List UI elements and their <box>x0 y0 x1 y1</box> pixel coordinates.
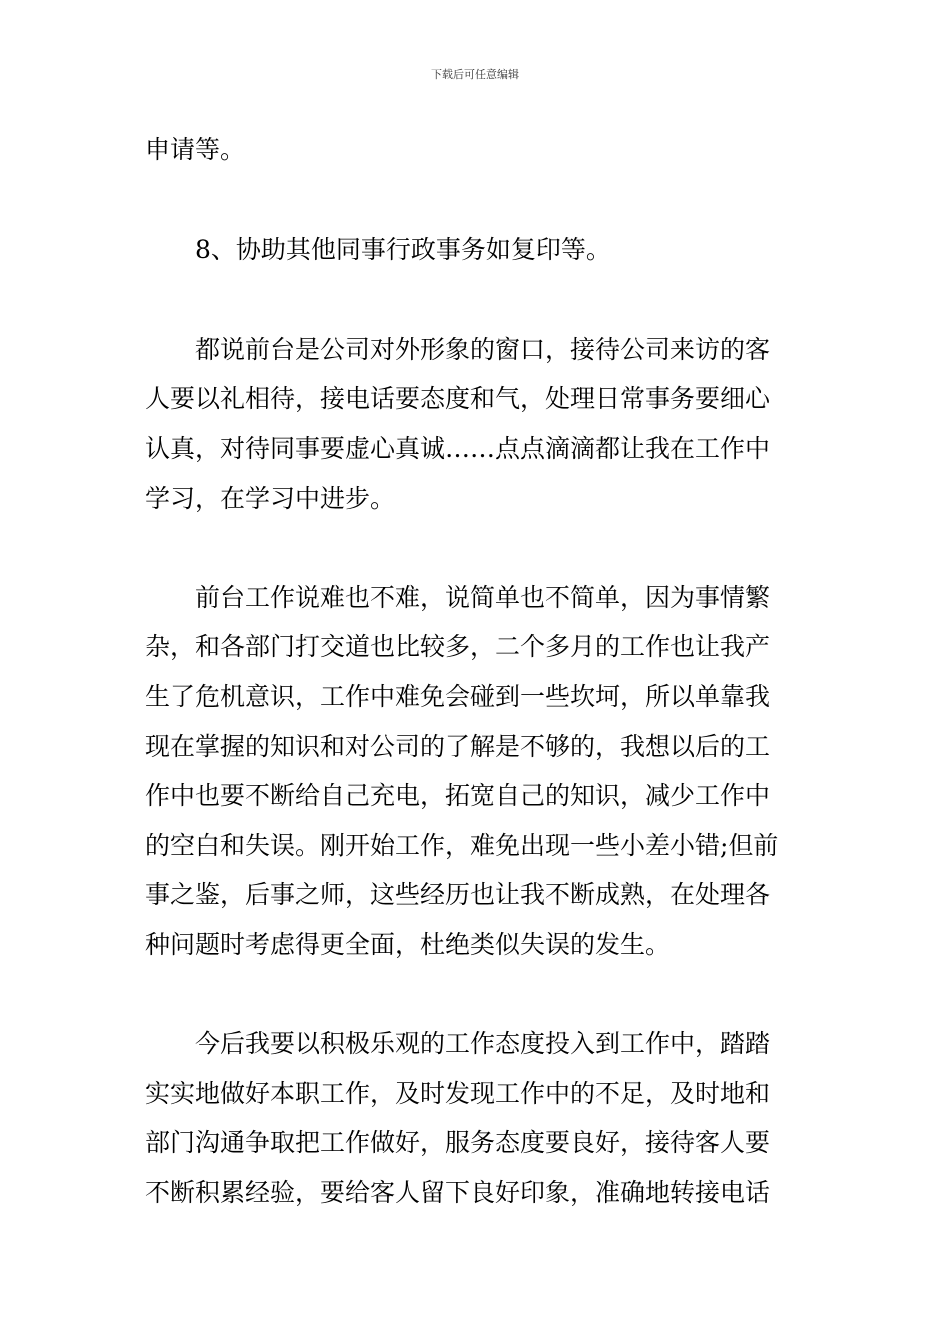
text-line: 现在掌握的知识和对公司的了解是不够的，我想以后的工 <box>145 732 771 761</box>
text-line: 今后我要以积极乐观的工作态度投入到工作中，踏踏 <box>195 1029 771 1058</box>
text-line: 学习，在学习中进步。 <box>145 484 396 513</box>
text-line: 生了危机意识，工作中难免会碰到一些坎坷，所以单靠我 <box>145 682 771 711</box>
text-line: 杂，和各部门打交道也比较多，二个多月的工作也让我产 <box>145 632 771 661</box>
text-line: 认真，对待同事要虚心真诚……点点滴滴都让我在工作中 <box>145 434 771 463</box>
page-header: 下载后可任意编辑 <box>431 68 519 81</box>
text-line: 前台工作说难也不难，说简单也不简单，因为事情繁 <box>195 583 771 612</box>
text-line: 8、协助其他同事行政事务如复印等。 <box>195 235 611 264</box>
text-line: 事之鉴，后事之师，这些经历也让我不断成熟，在处理各 <box>145 880 771 909</box>
text-line: 不断积累经验，要给客人留下良好印象，准确地转接电话 <box>145 1178 771 1207</box>
text-line: 都说前台是公司对外形象的窗口，接待公司来访的客 <box>195 335 771 364</box>
text-line: 实实地做好本职工作，及时发现工作中的不足，及时地和 <box>145 1079 771 1108</box>
text-line: 部门沟通争取把工作做好，服务态度要良好，接待客人要 <box>145 1128 771 1157</box>
text-line: 作中也要不断给自己充电，拓宽自己的知识，减少工作中 <box>145 781 771 810</box>
text-line: 人要以礼相待，接电话要态度和气，处理日常事务要细心 <box>145 384 771 413</box>
text-line: 的空白和失误。刚开始工作，难免出现一些小差小错;但前 <box>145 831 779 860</box>
text-line: 申请等。 <box>145 135 246 164</box>
text-line: 种问题时考虑得更全面，杜绝类似失误的发生。 <box>145 930 671 959</box>
